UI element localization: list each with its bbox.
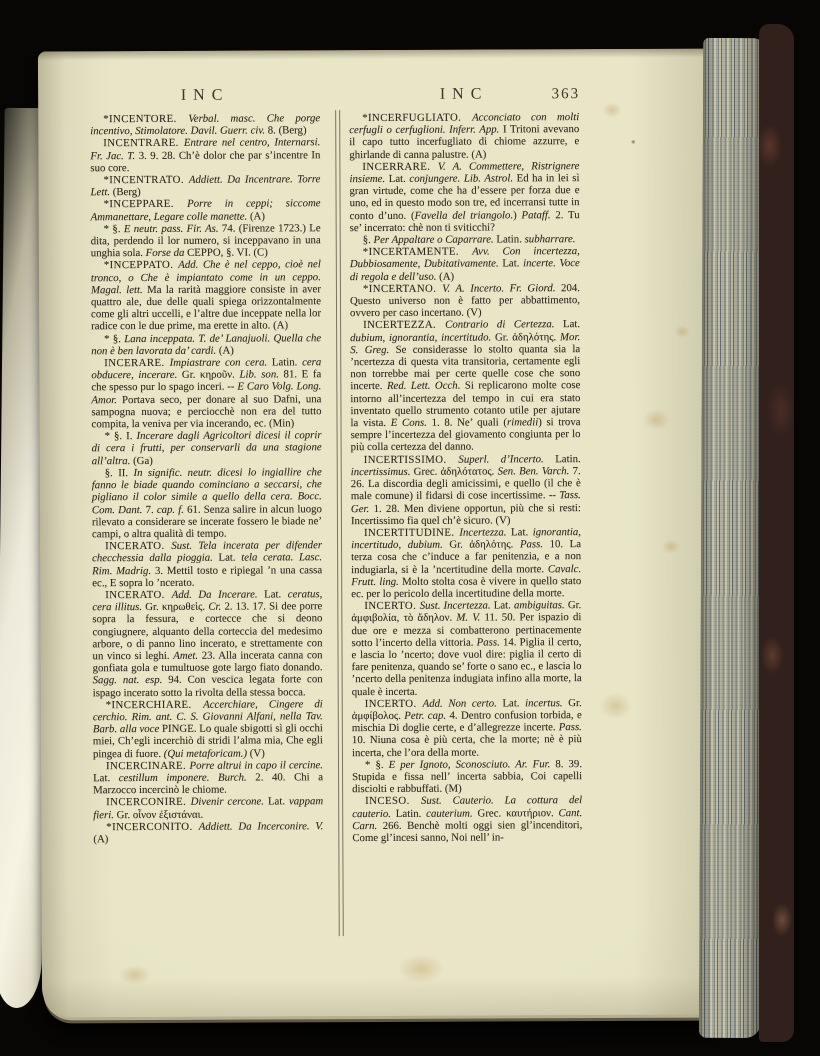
dictionary-entry: INCERTO. Sust. Incertezza. Lat. ambiguitas. Gr. ἀμφιβολία, τὸ ἄδηλον. M. V. 11. 50. Per ispazio di due ore e mezza si combatterono pertinacemente sotto l’incerto della vittoria. Pass. 14. Piglia il certo, e lascia lo ’ncerto; dove vuol dire: piglia il certo di fare penitenza, quando se’ forte o sano ec., e lascia lo ’ncerto della penitenza indugiata infino alla morte, la quale è incerta. bbox=[351, 599, 582, 698]
running-title-left: INC bbox=[180, 86, 230, 104]
dictionary-entry: INCENTRARE. Entrare nel centro, Internarsi. Fr. Jac. T. 3. 9. 28. Ch’è dolor che par s’incentre In suo core. bbox=[90, 136, 321, 175]
dictionary-entry: *INCENTORE. Verbal. masc. Che porge incentivo, Stimolatore. Davil. Guerr. civ. 8. (Berg) bbox=[90, 112, 321, 138]
dictionary-entry: INCERTEZZA. Contrario di Certezza. Lat. dubium, ignorantia, incertitudo. Gr. ἀδηλότης. Mor. S. Greg. Se considerasse lo stolto quanta sia la ’ncertezza di questa vita transitoria, certamente egli non torrebbe mai per certe quelle cose che sono incerte. Red. Lett. Occh. Si replicarono molte cose intorno all’incertezza del tempo in cui era stato inventato quello strumento cotanto utile per ajutare la vista. E Cons. 1. 8. Ne’ quali (rimedii) si trova sempre l’incertezza del giovamento congiunta per lo più colla certezza del danno. bbox=[350, 318, 581, 454]
dictionary-entry: INCERTISSIMO. Superl. d’Incerto. Latin. incertissimus. Grec. ἀδηλότατος. Sen. Ben. Varch. 7. 26. La discordia degli amicissimi, e quello (il che è male comune) il fidarsi di cose incertissime. -- Tass. Ger. 1. 28. Men diviene opportun, più che si resti: Incertissimo fia quel ch’è sicuro. (V) bbox=[350, 452, 581, 527]
dictionary-entry: *INCERCHIARE. Accerchiare, Cingere di cerchio. Rim. ant. C. S. Giovanni Alfani, nella Tav. Barb. alla voce PINGE. Lo quale sbigotti sì gli occhi miei, Ch’egli incerchiò di stridi l’alma mia, Che egli pingea di fuore. (Qui metaforicam.) (V) bbox=[92, 697, 323, 760]
text-column-left bbox=[90, 112, 323, 845]
foxing-stain bbox=[388, 948, 454, 990]
dictionary-entry: *INCERTAMENTE. Avv. Con incertezza, Dubbiosamente, Dubitativamente. Lat. incerte. Voce di regola e dell’uso. (A) bbox=[349, 245, 580, 283]
dictionary-entry: INCESO. Sust. Cauterio. La cottura del cauterio. Latin. cauterium. Grec. καυτήριον. Cant. Carn. 266. Benchè molti oggi sien gl’incenditori, Come gl’incesi sanno, Noi nell’ in- bbox=[352, 794, 583, 845]
dictionary-entry: INCERRARE. V. A. Commettere, Ristrignere insieme. Lat. conjungere. Lib. Astrol. Ed ha in lei sì gran virtude, come che ha d’essere per forza due e uno, ed in questo modo son tre, ed incerransi tutte in conto d’uno. (Favella del triangolo.) Pataff. 2. Tu se’ incerrato: chè non ti sviticchi? bbox=[349, 159, 580, 234]
column-divider bbox=[335, 110, 344, 936]
dictionary-entry: INCERTITUDINE. Incertezza. Lat. ignorantia, incertitudo, dubium. Gr. ἀδηλότης. Pass. 10. La terza cosa che c’induce a far penitenzia, e a non indugiarla, si è la ’ncertitudine della morte. Cavalc. Frutt. ling. Molto stolta cosa è vivere in quello stato ec. per lo pericolo della incertitudine della morte. bbox=[351, 526, 582, 601]
text-column-right bbox=[349, 111, 582, 844]
foxing-stain bbox=[598, 99, 626, 121]
dictionary-entry: INCERTO. Add. Non certo. Lat. incertus. Gr. ἀμφίβολος. Petr. cap. 4. Dentro confusion torbida, e mischia Di doglie certe, e d’allegrezze incerte. Pass. 10. Niuna cosa è più certa, che la morte; nè è più incerta, che l’ora della morte. bbox=[351, 696, 582, 759]
book-page bbox=[38, 49, 714, 1018]
foxing-stain bbox=[671, 323, 693, 341]
fore-edge-pages bbox=[699, 38, 765, 1038]
foxing-stain bbox=[112, 961, 158, 989]
dictionary-entry: §. II. In signific. neutr. dicesi lo ingiallire che fanno le biade quando cominciano a seccarsi, che pigliano il color simile a quello della cera. Bocc. Com. Dant. 7. cap. f. 61. Senza salire in alcun luogo rilevato a considerare se incerate fossero le biade ne’ campi, o altra qualità di tempo. bbox=[91, 466, 322, 541]
dictionary-entry: *INCEPPARE. Porre in ceppi; siccome Ammanettare, Legare colle manette. (A) bbox=[90, 197, 321, 223]
dictionary-entry: *INCERCONITO. Addiett. Da Incerconire. V. (A) bbox=[93, 820, 324, 846]
dictionary-entry: INCERATO. Sust. Tela incerata per difender checchessia dalla pioggia. Lat. tela cerata. Lasc. Rim. Madrig. 3. Mettil tosto e ripiegal ’n una cassa ec., E sopra lo ’ncerato. bbox=[92, 539, 323, 589]
foxing-stain bbox=[658, 537, 684, 557]
dictionary-entry: *INCENTRATO. Addiett. Da Incentrare. Torre Lett. (Berg) bbox=[90, 173, 321, 199]
foxing-stain bbox=[637, 405, 675, 435]
dictionary-entry: §. Per Appaltare o Caparrare. Latin. subharrare. bbox=[362, 233, 576, 247]
book-cover bbox=[759, 24, 794, 1042]
dictionary-entry: *INCEPPATO. Add. Che è nel ceppo, cioè nel tronco, o Che è impiantato come in un ceppo. Magal. lett. Ma la rarità maggiore consiste in aver quattro ale, due delle quali spiega orizzontalmente come gli altri uccelli, e l’altre due inceppate nella lor radice con le due prime, ma erette in alto. (A) bbox=[90, 258, 322, 333]
dictionary-entry: * §. E per Ignoto, Sconosciuto. Ar. Fur. 8. 39. Stupida e fissa nell’ incerta sabbia, Coi capelli disciolti e rabbuffati. (M) bbox=[352, 757, 583, 796]
ink-speck bbox=[630, 139, 636, 145]
dictionary-entry: INCERARE. Impiastrare con cera. Latin. cera obducere, incerare. Gr. κηροῦν. Lib. son. 81. E fa che spesso pur lo spago inceri. -- E Caro Volg. Long. Amor. Portava seco, per donare al suo Dafni, una sampogna nuova; e perciocchè non era del tutto compita, la veniva per via incerando, ec. (Min) bbox=[91, 356, 322, 431]
dictionary-entry: *INCERTANO. V. A. Incerto. Fr. Giord. 204. Questo universo non è fatto per abbattimento, ovvero per caso incertano. (V) bbox=[349, 281, 581, 320]
running-title-right: INC bbox=[439, 85, 489, 103]
dictionary-entry: * §. Lana inceppata. T. de’ Lanajuoli. Quella che non è ben lavorata da’ cardi. (A) bbox=[91, 331, 322, 358]
dictionary-entry: * §. I. Incerare dagli Agricoltori dicesi il coprir di cera i frutti, per conservarli da una stagione all’altra. (Ga) bbox=[91, 429, 322, 467]
page-number: 363 bbox=[551, 86, 581, 103]
dictionary-entry: INCERCINARE. Porre altrui in capo il cercine. Lat. cestillum imponere. Burch. 2. 40. Chi a Marzocco incercinò le chiome. bbox=[93, 758, 324, 797]
dictionary-entry: INCERATO. Add. Da Incerare. Lat. ceratus, cera illitus. Gr. κηρωθεὶς. Cr. 2. 13. 17. Si dee porre sopra la fessura, e cortecce che si deono congiugnere, alquanto della corteccia del medesimo arbore, o di panno lino incerato, e strettamente con un vinco si leghi. Amet. 23. Alla incerata canna con gonfiata gola e tumultuose gote largo fiato donando. Sagg. nat. esp. 94. Con vescica legata forte con ispago incerato sotto la rivolta della stessa bocca. bbox=[92, 588, 323, 699]
dictionary-entry: * §. E neutr. pass. Fir. As. 74. (Firenze 1723.) Le dita, perdendo il lor numero, si inceppavano in una unghia sola. Forse da CEPPO, §. VI. (C) bbox=[90, 222, 321, 260]
dictionary-entry: INCERCONIRE. Divenir cercone. Lat. vappam fieri. Gr. οἶνον ἐξιστάναι. bbox=[93, 795, 324, 821]
foxing-stain bbox=[593, 687, 639, 725]
dictionary-entry: *INCERFUGLIATO. Acconciato con molti cerfugli o cerfuglioni. Inferr. App. I Tritoni avevano il capo tutto incerfugliato di chiome azzurre, e ghirlande di canna palustre. (A) bbox=[349, 111, 580, 161]
